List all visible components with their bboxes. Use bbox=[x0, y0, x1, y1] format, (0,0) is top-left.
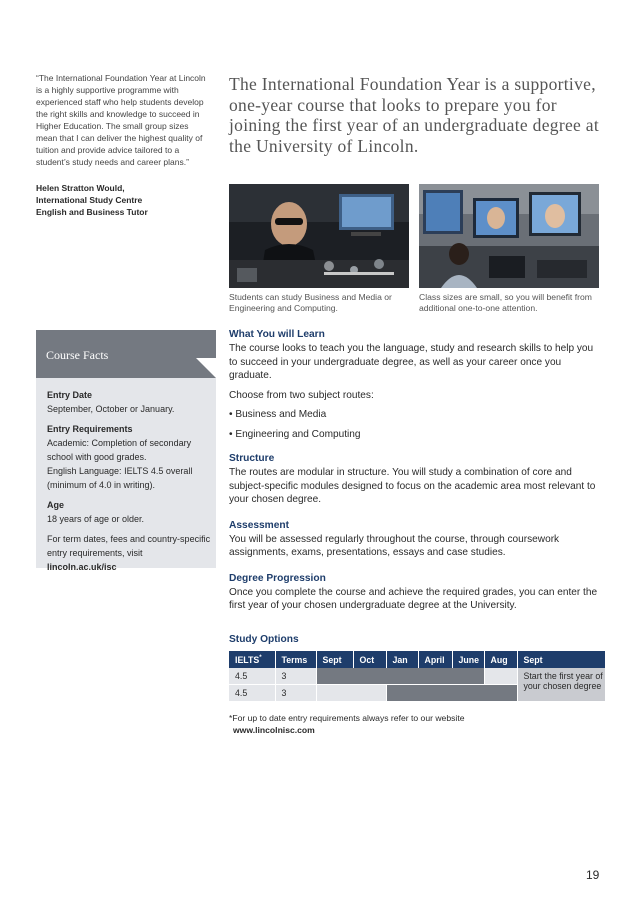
entry-date-value: September, October or January. bbox=[47, 404, 175, 414]
entry-requirements-english: English Language: IELTS 4.5 overall (minimum of 4.0 in writing). bbox=[47, 466, 193, 490]
end-note: Start the first year of your chosen degree bbox=[517, 668, 605, 702]
table-row bbox=[229, 668, 605, 685]
route-item: • Business and Media bbox=[229, 409, 327, 420]
col-jan: Jan bbox=[386, 651, 418, 668]
footnote-link[interactable]: www.lincolnisc.com bbox=[233, 724, 315, 735]
main-content bbox=[229, 328, 601, 613]
structure-heading: Structure bbox=[229, 453, 275, 464]
cell-terms: 3 bbox=[275, 668, 316, 685]
timeline-gap bbox=[484, 668, 517, 685]
study-options-table bbox=[229, 651, 606, 702]
age-label: Age bbox=[47, 500, 65, 510]
progression-text: Once you complete the course and achieve the required grades, you can enter the first year of your chosen undergraduate degree at the University. bbox=[229, 586, 598, 611]
more-info-link[interactable]: lincoln.ac.uk/isc bbox=[47, 562, 117, 572]
photo-caption-2: Class sizes are small, so you will benefit from additional one-to-one attention. bbox=[419, 292, 592, 313]
page-number: 19 bbox=[586, 868, 600, 882]
timeline-bar bbox=[316, 668, 484, 685]
col-oct: Oct bbox=[353, 651, 386, 668]
learn-text: The course looks to teach you the language, study and research skills to help you to succeed in your undergraduate degree, as well as your career once you graduate. bbox=[229, 343, 594, 381]
col-sept-end: Sept bbox=[517, 651, 605, 668]
timeline-gap bbox=[316, 685, 386, 702]
col-aug: Aug bbox=[484, 651, 517, 668]
course-facts-corner bbox=[196, 358, 216, 378]
author-name: Helen Stratton Would, bbox=[36, 183, 125, 193]
col-terms: Terms bbox=[275, 651, 316, 668]
learn-heading: What You will Learn bbox=[229, 329, 325, 340]
col-ielts: IELTS* bbox=[229, 651, 275, 668]
entry-requirements-academic: Academic: Completion of secondary school with good grades. bbox=[47, 438, 192, 462]
photo-lab-student bbox=[229, 184, 409, 288]
progression-heading: Degree Progression bbox=[229, 572, 326, 584]
tutor-quote: “The International Foundation Year at Lincoln is a highly supportive programme with experienced staff who help students develop the right skills and knowledge to succeed in Higher Education. The small group sizes mean that I can deliver the highest quality of tuition and provide advice tailored to a student’s study needs and career plans.” bbox=[36, 73, 206, 167]
entry-date-label: Entry Date bbox=[47, 390, 93, 400]
route-item: • Engineering and Computing bbox=[229, 428, 361, 440]
cell-ielts: 4.5 bbox=[229, 668, 275, 685]
author-role: English and Business Tutor bbox=[36, 207, 148, 217]
more-info-text: For term dates, fees and country-specific entry requirements, visit bbox=[47, 534, 211, 558]
timeline-bar bbox=[386, 685, 517, 702]
table-header-row bbox=[229, 651, 605, 668]
routes-intro: Choose from two subject routes: bbox=[229, 389, 374, 401]
age-value: 18 years of age or older. bbox=[47, 514, 145, 524]
structure-text: The routes are modular in structure. You will study a combination of core and subject-specific modules designed to focus on the academic area most relevant to your chosen degree. bbox=[229, 467, 596, 505]
col-june: June bbox=[452, 651, 484, 668]
col-april: April bbox=[418, 651, 452, 668]
course-facts-panel bbox=[36, 378, 216, 572]
footnote-text: *For up to date entry requirements always refer to our website bbox=[229, 713, 465, 723]
course-facts-title: Course Facts bbox=[46, 348, 109, 362]
cell-ielts: 4.5 bbox=[229, 685, 275, 702]
quote-author bbox=[36, 182, 208, 218]
col-sept: Sept bbox=[316, 651, 353, 668]
assessment-text: You will be assessed regularly throughout the course, through coursework assignments, exams, presentations, essays and case studies. bbox=[229, 533, 560, 558]
assessment-heading: Assessment bbox=[229, 519, 290, 531]
footnote bbox=[229, 713, 465, 736]
more-info bbox=[47, 532, 213, 574]
study-options-title: Study Options bbox=[229, 634, 299, 645]
cell-terms: 3 bbox=[275, 685, 316, 702]
page-headline: The International Foundation Year is a supportive, one-year course that looks to prepare you for joining the first year of an undergraduate degree at the University of Lincoln. bbox=[229, 74, 599, 156]
course-facts-header bbox=[36, 330, 216, 378]
author-org: International Study Centre bbox=[36, 195, 143, 205]
photo-classroom bbox=[419, 184, 599, 288]
entry-requirements-label: Entry Requirements bbox=[47, 424, 133, 434]
photo-caption-1: Students can study Business and Media or Engineering and Computing. bbox=[229, 292, 392, 313]
